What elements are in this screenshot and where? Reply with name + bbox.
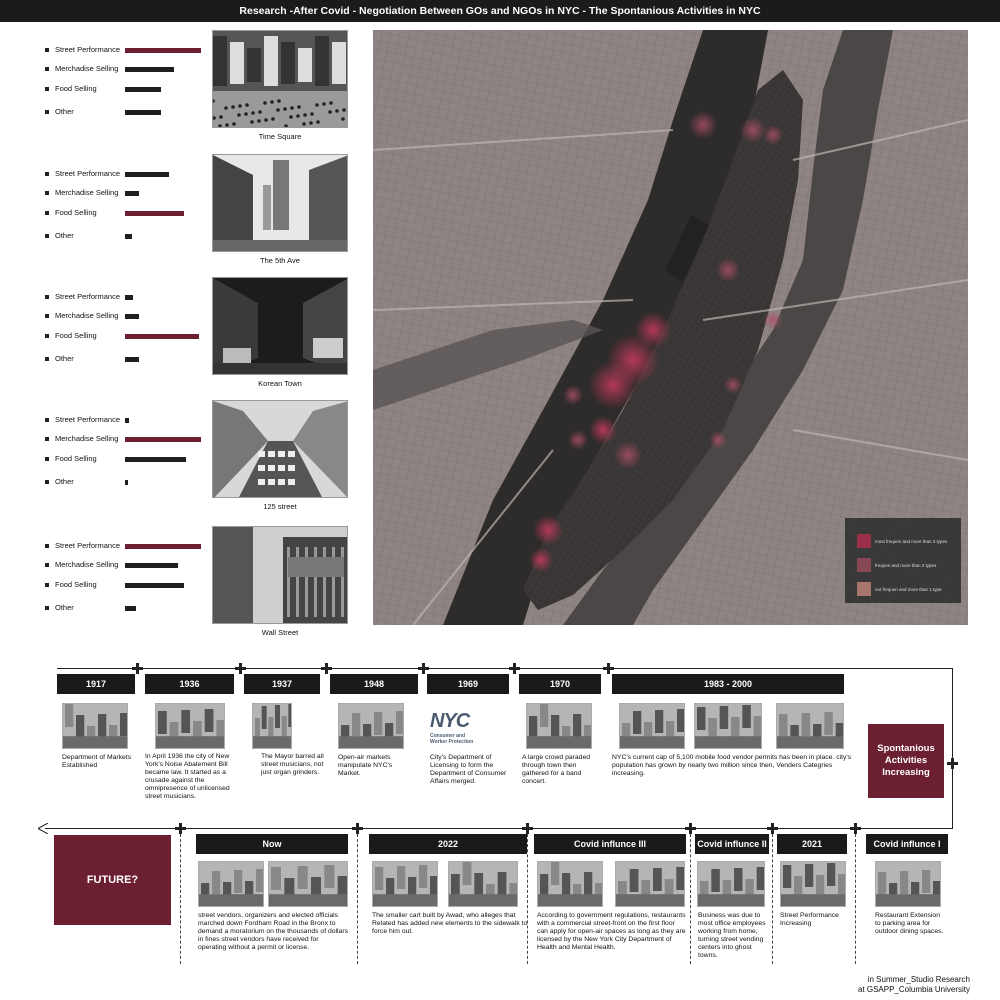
bullet-icon xyxy=(45,357,49,361)
bullet-icon xyxy=(45,563,49,567)
timeline-marker-icon xyxy=(522,823,533,834)
bullet-icon xyxy=(45,418,49,422)
category-label: Merchadise Selling xyxy=(55,64,119,73)
timeline-photo xyxy=(338,703,404,749)
bullet-icon xyxy=(45,457,49,461)
bullet-icon xyxy=(45,110,49,114)
category-bar xyxy=(125,87,161,92)
nyc-logo-line1: Consumer and xyxy=(430,733,466,739)
location-photo xyxy=(212,30,348,128)
nyc-logo-mark: NYC xyxy=(430,710,470,732)
legend-swatch xyxy=(857,558,871,572)
timeline-photo xyxy=(697,861,765,907)
legend-item xyxy=(857,534,961,548)
category-label: Merchadise Selling xyxy=(55,188,119,197)
category-bar xyxy=(125,606,136,611)
category-label: Street Performance xyxy=(55,415,121,424)
category-label: Food Selling xyxy=(55,454,97,463)
category-bar xyxy=(125,191,139,196)
legend-swatch xyxy=(857,534,871,548)
category-bar xyxy=(125,583,184,588)
bullet-icon xyxy=(45,191,49,195)
category-row xyxy=(45,354,215,364)
bullet-icon xyxy=(45,172,49,176)
category-label: Other xyxy=(55,477,74,486)
legend-item xyxy=(857,558,961,572)
timeline-photo xyxy=(198,861,264,907)
timeline-marker-icon xyxy=(418,663,429,674)
timeline-text: NYC's current cap of 5,100 mobile food vendor permits has been in place. city's population has grown by nearly two million since then, Venders Categries increasing. xyxy=(612,754,852,777)
credit-line1: in Summer_Studio Research xyxy=(867,975,970,984)
bullet-icon xyxy=(45,437,49,441)
manhattan-activity-map xyxy=(373,30,968,625)
category-label: Merchadise Selling xyxy=(55,434,119,443)
timeline-photo xyxy=(875,861,941,907)
category-label: Street Performance xyxy=(55,45,121,54)
legend-label: most frequen and more than 3 types xyxy=(875,539,948,544)
timeline-photo xyxy=(526,703,592,749)
timeline-text: Department of Markets Established xyxy=(62,754,132,769)
timeline-marker-icon xyxy=(509,663,520,674)
category-bar xyxy=(125,563,178,568)
location-photo xyxy=(212,526,348,624)
category-row xyxy=(45,84,215,94)
timeline-year: Now xyxy=(196,834,348,854)
category-label: Other xyxy=(55,107,74,116)
timeline-dashed-tick xyxy=(690,834,691,964)
category-row xyxy=(45,208,215,218)
timeline-photo xyxy=(372,861,438,907)
timeline-year: Covid influnce III xyxy=(534,834,686,854)
category-row xyxy=(45,477,215,487)
category-label: Merchadise Selling xyxy=(55,311,119,320)
category-bar xyxy=(125,544,201,549)
timeline-dashed-tick xyxy=(855,834,856,964)
location-photo xyxy=(212,154,348,252)
nyc-consumer-logo xyxy=(430,710,500,750)
timeline-text: According to government regulations, restaurants with a commercial street-front on the first floor can apply for open-air spaces as long as they are licensed by the New York City Department of Health and Mental Health. xyxy=(537,912,686,951)
timeline-text: City's Department of Licensing to form the Department of Consumer Affairs merged. xyxy=(430,754,507,785)
category-row xyxy=(45,541,215,551)
category-row xyxy=(45,434,215,444)
timeline-text: In April 1936 the city of New York's Noise Abatement Bill became law. It started as a crusade against the omnipresence of unlicensed street musicians. xyxy=(145,753,230,800)
location-caption: 125 street xyxy=(263,502,297,511)
category-row xyxy=(45,231,215,241)
timeline-dashed-tick xyxy=(180,834,181,964)
timeline-year: 2021 xyxy=(777,834,847,854)
timeline-text: Restaurant Extension to parking area for outdoor dining spaces. xyxy=(875,912,944,935)
timeline-year: 1948 xyxy=(330,674,418,694)
category-bar xyxy=(125,172,169,177)
timeline-text: The smaller cart built by Awad, who alleges that Related has added new elements to the sidewalk to force him out. xyxy=(372,912,528,935)
category-bar xyxy=(125,211,184,216)
bullet-icon xyxy=(45,234,49,238)
bullet-icon xyxy=(45,295,49,299)
category-label: Food Selling xyxy=(55,84,97,93)
category-bar xyxy=(125,110,161,115)
spontaneous-activities-box xyxy=(868,724,944,798)
category-label: Food Selling xyxy=(55,331,97,340)
bullet-icon xyxy=(45,314,49,318)
category-row xyxy=(45,331,215,341)
timeline-marker-icon xyxy=(352,823,363,834)
category-bar xyxy=(125,234,132,239)
timeline-text: Street Performance Increasing xyxy=(780,912,839,927)
timeline-photo xyxy=(619,703,685,749)
bullet-icon xyxy=(45,606,49,610)
category-label: Street Performance xyxy=(55,292,121,301)
category-bar xyxy=(125,295,133,300)
category-bar xyxy=(125,457,186,462)
legend-label: frequen and more than 2 types xyxy=(875,563,937,568)
category-row xyxy=(45,64,215,74)
timeline-marker-icon xyxy=(132,663,143,674)
timeline-marker-icon xyxy=(235,663,246,674)
location-caption: Wall Street xyxy=(261,628,299,637)
category-bar xyxy=(125,437,201,442)
location-caption: Time Square xyxy=(258,132,302,141)
location-caption: The 5th Ave xyxy=(260,256,300,265)
legend-item xyxy=(857,582,961,596)
timeline-marker-icon xyxy=(947,758,958,769)
timeline-photo xyxy=(780,861,846,907)
timeline-photo xyxy=(62,703,128,749)
timeline-photo xyxy=(252,703,292,749)
category-row xyxy=(45,580,215,590)
timeline-marker-icon xyxy=(175,823,186,834)
bullet-icon xyxy=(45,480,49,484)
category-row xyxy=(45,292,215,302)
page-title: Research -After Covid - Negotiation Between GOs and NGOs in NYC - The Spontanious Activities in NYC xyxy=(0,0,1000,22)
category-row xyxy=(45,107,215,117)
timeline-photo xyxy=(155,703,225,749)
category-bar xyxy=(125,48,201,53)
category-label: Merchadise Selling xyxy=(55,560,119,569)
bullet-icon xyxy=(45,211,49,215)
category-row xyxy=(45,415,215,425)
credit-line2: at GSAPP_Columbia University xyxy=(857,985,970,994)
category-label: Food Selling xyxy=(55,580,97,589)
timeline-marker-icon xyxy=(685,823,696,834)
timeline-text: street vendors, organizers and elected officials marched down Fordham Road in the Bronx to demand a moratorium on the thousands of dollars in fines street vendors have received for operating without a permit or license. xyxy=(198,912,348,951)
legend-label: not frequen and more than 1 type xyxy=(875,587,942,592)
category-label: Street Performance xyxy=(55,541,121,550)
timeline-connector xyxy=(952,668,953,828)
timeline-marker-icon xyxy=(603,663,614,674)
timeline-text: The Mayor barred all street musicians, not just organ grinders. xyxy=(261,753,324,776)
category-bar xyxy=(125,314,139,319)
timeline-year: Covid influnce II xyxy=(695,834,769,854)
bullet-icon xyxy=(45,544,49,548)
timeline-arrow-icon xyxy=(38,823,48,834)
legend-swatch xyxy=(857,582,871,596)
spontaneous-box-text: Spontanious Activities Increasing xyxy=(877,743,935,778)
category-row xyxy=(45,169,215,179)
nyc-logo-line2: Worker Protection xyxy=(430,739,474,745)
location-caption: Korean Town xyxy=(258,379,302,388)
timeline-photo xyxy=(615,861,685,907)
category-bar xyxy=(125,357,139,362)
category-row xyxy=(45,311,215,321)
timeline-marker-icon xyxy=(767,823,778,834)
timeline-text: A large crowd paraded through town then gathered for a band concert. xyxy=(522,754,591,785)
category-label: Other xyxy=(55,354,74,363)
bullet-icon xyxy=(45,87,49,91)
future-box xyxy=(54,835,171,925)
timeline-text: Business was due to most office employees working from home, turning street vending centers into ghost towns. xyxy=(698,912,766,959)
category-bar xyxy=(125,480,128,485)
timeline-year: 1936 xyxy=(145,674,234,694)
bullet-icon xyxy=(45,48,49,52)
category-bar xyxy=(125,334,199,339)
timeline-photo xyxy=(537,861,603,907)
category-label: Other xyxy=(55,231,74,240)
category-row xyxy=(45,454,215,464)
timeline-dashed-tick xyxy=(772,834,773,964)
timeline-photo xyxy=(776,703,844,749)
timeline-top-line xyxy=(57,668,952,669)
timeline-dashed-tick xyxy=(527,834,528,964)
map-legend xyxy=(845,518,961,603)
category-label: Food Selling xyxy=(55,208,97,217)
credit xyxy=(800,975,970,995)
bullet-icon xyxy=(45,334,49,338)
category-row xyxy=(45,560,215,570)
timeline-year: 1917 xyxy=(57,674,135,694)
timeline-year: 1983 - 2000 xyxy=(612,674,844,694)
category-row xyxy=(45,188,215,198)
bullet-icon xyxy=(45,583,49,587)
timeline-year: 2022 xyxy=(369,834,527,854)
bullet-icon xyxy=(45,67,49,71)
location-photo xyxy=(212,277,348,375)
timeline-year: Covid influnce I xyxy=(866,834,948,854)
category-label: Other xyxy=(55,603,74,612)
category-row xyxy=(45,603,215,613)
category-bar xyxy=(125,418,129,423)
timeline-text: Open-air markets manipulate NYC's Market. xyxy=(338,754,393,777)
category-bar xyxy=(125,67,174,72)
future-box-text: FUTURE? xyxy=(86,874,139,886)
timeline-year: 1970 xyxy=(519,674,601,694)
timeline-photo xyxy=(448,861,518,907)
timeline-photo xyxy=(694,703,762,749)
category-row xyxy=(45,45,215,55)
timeline-photo xyxy=(268,861,348,907)
timeline-year: 1969 xyxy=(427,674,509,694)
timeline-marker-icon xyxy=(850,823,861,834)
category-label: Street Performance xyxy=(55,169,121,178)
timeline-marker-icon xyxy=(321,663,332,674)
location-photo xyxy=(212,400,348,498)
timeline-dashed-tick xyxy=(357,834,358,964)
timeline-year: 1937 xyxy=(244,674,320,694)
